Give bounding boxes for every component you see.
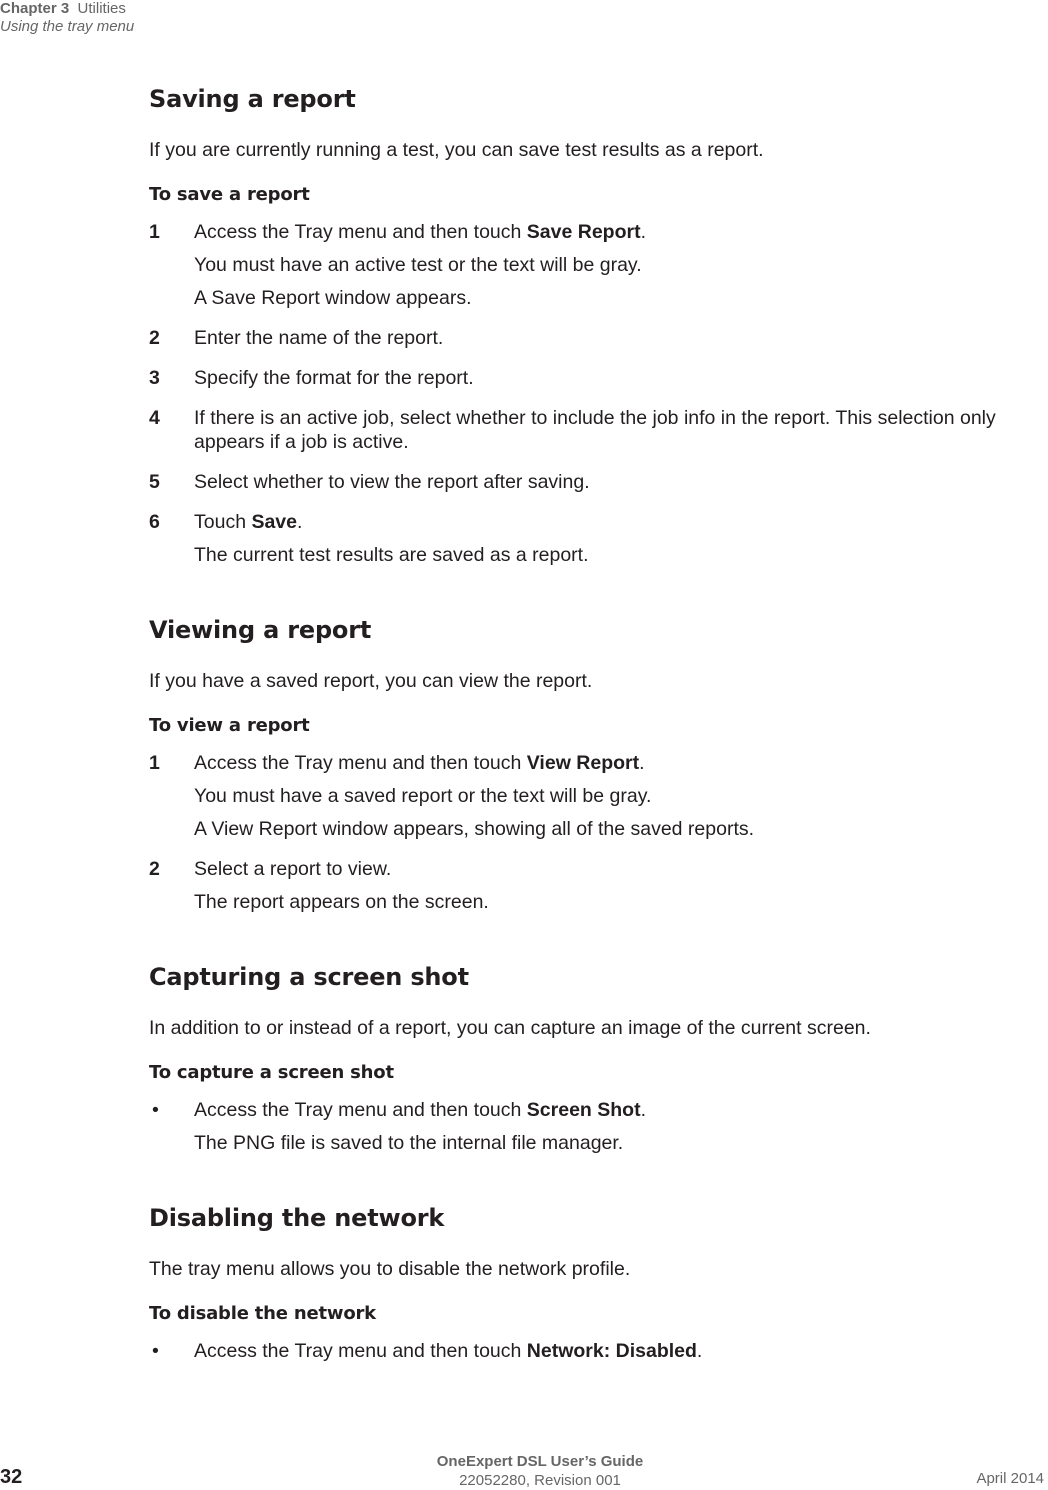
step-4 [149, 406, 1044, 454]
procedure-title-disabling: To disable the network [149, 1303, 376, 1324]
step-text: Enter the name of the report. [194, 327, 444, 349]
intro-disabling: The tray menu allows you to disable the network profile. [149, 1258, 631, 1280]
intro-saving: If you are currently running a test, you can save test results as a report. [149, 139, 764, 161]
step-number: 1 [149, 221, 160, 243]
step-text: Access the Tray menu and then touch [194, 752, 527, 774]
step-punct: . [696, 1340, 703, 1362]
step-number: 2 [149, 858, 160, 880]
section-title-viewing: Viewing a report [149, 616, 372, 644]
step-text: Select whether to view the report after saving. [194, 471, 590, 493]
step-text: Access the Tray menu and then touch [194, 1099, 527, 1121]
ui-term-save-report: Save Report [526, 221, 641, 243]
step-note: A Save Report window appears. [194, 287, 472, 309]
bullet-step [149, 1339, 1044, 1363]
step-note: You must have an active test or the text will be gray. [194, 254, 642, 276]
section-title-disabling: Disabling the network [149, 1204, 445, 1232]
ui-term-save: Save [251, 511, 297, 533]
step-5 [149, 470, 1044, 494]
step-text: Select a report to view. [194, 858, 392, 880]
procedure-title-viewing: To view a report [149, 715, 310, 736]
step-2 [149, 326, 1044, 350]
ui-term-screen-shot: Screen Shot [526, 1099, 641, 1121]
step-number: 2 [149, 327, 160, 349]
step-text: If there is an active job, select whether to include the job info in the report. This selection only appears if a job is active. [194, 407, 996, 453]
ui-term-network-disabled: Network: Disabled [526, 1340, 697, 1362]
intro-capturing: In addition to or instead of a report, you can capture an image of the current screen. [149, 1017, 871, 1039]
page-number: 32 [0, 1466, 23, 1488]
step-number: 3 [149, 367, 160, 389]
procedure-title-saving: To save a report [149, 184, 310, 205]
doc-id: 22052280, Revision 001 [459, 1472, 621, 1489]
step-1 [149, 751, 1044, 775]
step-number: 6 [149, 511, 160, 533]
step-text: Touch [194, 511, 252, 533]
bullet: • [152, 1340, 159, 1362]
footer-date: April 2014 [976, 1470, 1044, 1487]
step-note: The current test results are saved as a report. [194, 544, 589, 566]
bullet: • [152, 1099, 159, 1121]
page-content [149, 84, 1044, 1379]
intro-viewing: If you have a saved report, you can view the report. [149, 670, 593, 692]
step-number: 4 [149, 407, 160, 429]
step-punct: . [639, 752, 645, 774]
step-text: Access the Tray menu and then touch [194, 221, 527, 243]
running-header [0, 0, 134, 36]
step-text: Specify the format for the report. [194, 367, 474, 389]
bullet-step [149, 1098, 1044, 1122]
guide-title: OneExpert DSL User’s Guide [436, 1453, 644, 1470]
chapter-label: Chapter 3 [0, 0, 70, 17]
step-punct: . [640, 1099, 646, 1121]
step-text: Access the Tray menu and then touch [194, 1340, 527, 1362]
section-title-saving: Saving a report [149, 85, 356, 113]
step-note: A View Report window appears, showing all of the saved reports. [194, 818, 755, 840]
step-number: 5 [149, 471, 160, 493]
step-2 [149, 857, 1044, 881]
footer-center [300, 1452, 780, 1490]
step-6 [149, 510, 1044, 534]
step-note: The report appears on the screen. [194, 891, 489, 913]
step-punct: . [640, 221, 646, 243]
section-title-capturing: Capturing a screen shot [149, 963, 469, 991]
step-note: You must have a saved report or the text will be gray. [194, 785, 652, 807]
chapter-title: Utilities [77, 0, 126, 17]
procedure-title-capturing: To capture a screen shot [149, 1062, 394, 1083]
step-1 [149, 220, 1044, 244]
step-note: The PNG file is saved to the internal file manager. [194, 1132, 624, 1154]
step-number: 1 [149, 752, 160, 774]
ui-term-view-report: View Report [526, 752, 640, 774]
step-punct: . [297, 511, 303, 533]
section-name: Using the tray menu [0, 18, 135, 35]
step-3 [149, 366, 1044, 390]
